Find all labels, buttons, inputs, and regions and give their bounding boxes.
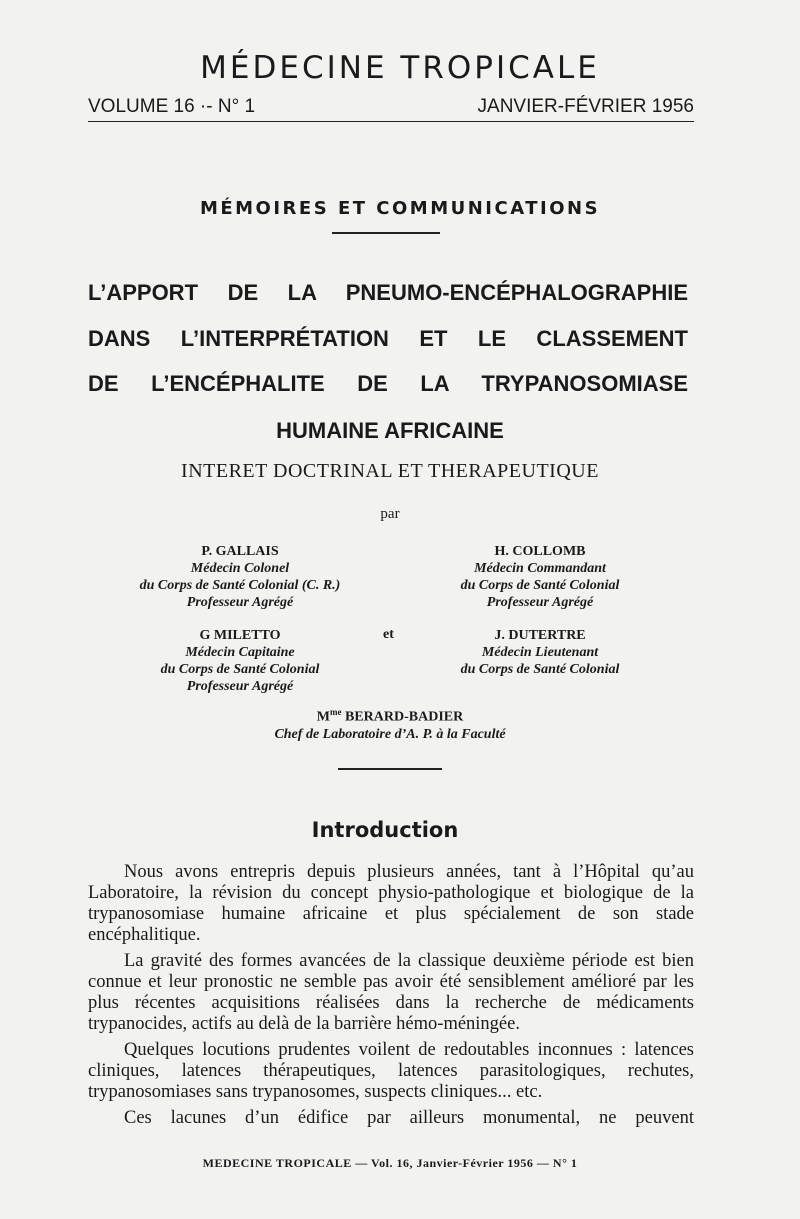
author-name: H. COLLOMB: [494, 544, 586, 559]
intro-heading: Introduction: [311, 818, 459, 842]
author-rank: Médecin Commandant: [474, 561, 606, 576]
author-name: J. DUTERTRE: [494, 628, 586, 643]
conjunction-et: et: [383, 627, 394, 642]
journal-title: MÉDECINE TROPICALE: [200, 50, 600, 86]
author-dutertre: [390, 627, 690, 678]
paragraph: Nous avons entrepris depuis plusieurs années, tant à l’Hôpital qu’au Laboratoire, la révision du concept physio-pathologique et biologique de la trypanosomiase humaine africaine et plus spécialement de son stade encéphalitique.: [88, 862, 694, 945]
article-title-line-1: L’APPORT DE LA PNEUMO-ENCÉPHALOGRAPHIE: [88, 280, 688, 305]
issue-date: JANVIER-FÉVRIER 1956: [477, 96, 694, 117]
article-title-line-4: HUMAINE AFRICAINE: [276, 418, 504, 443]
article-title-line-3: DE L’ENCÉPHALITE DE LA TRYPANOSOMIASE: [88, 371, 688, 396]
author-title: Professeur Agrégé: [186, 679, 294, 694]
author-name: G MILETTO: [199, 628, 281, 643]
divider: [332, 232, 440, 234]
author-corps: du Corps de Santé Colonial: [460, 662, 620, 677]
author-collomb: [390, 543, 690, 611]
page-footer: MEDECINE TROPICALE — Vol. 16, Janvier-Février 1956 — N° 1: [202, 1156, 578, 1170]
author-rank: Médecin Colonel: [190, 561, 290, 576]
article-subtitle: INTERET DOCTRINAL ET THERAPEUTIQUE: [181, 460, 599, 482]
author-title: Professeur Agrégé: [486, 595, 594, 610]
author-gallais: [90, 543, 390, 611]
body-text: [88, 862, 694, 1134]
author-name: $M^{me}$ BERARD-BADIER: [316, 707, 464, 725]
author-berard-badier: [190, 704, 590, 743]
divider: [338, 768, 442, 770]
author-corps: du Corps de Santé Colonial: [160, 662, 320, 677]
paragraph: Quelques locutions prudentes voilent de redoutables inconnues : latences cliniques, latences thérapeutiques, latences parasitologiques, rechutes, trypanosomiases sans trypanosomes, suspects cliniques... etc.: [88, 1040, 694, 1102]
author-corps: du Corps de Santé Colonial: [460, 578, 620, 593]
paragraph: La gravité des formes avancées de la classique deuxième période est bien connue et leur pronostic ne semble pas avoir été sensiblement amélioré par les plus récentes acquisitions réalisées dans la recherche de médicaments trypanocides, actifs au delà de la barrière hémo-méningée.: [88, 951, 694, 1034]
article-title-line-2: DANS L’INTERPRÉTATION ET LE CLASSEMENT: [88, 326, 688, 351]
section-heading: MÉMOIRES ET COMMUNICATIONS: [199, 198, 601, 219]
author-corps: du Corps de Santé Colonial (C. R.): [139, 578, 341, 593]
par-label: par: [380, 506, 400, 522]
volume-number: VOLUME 16 ·- N° 1: [88, 96, 256, 117]
author-miletto: [90, 627, 390, 695]
author-rank: Médecin Capitaine: [185, 645, 295, 660]
issue-line: [88, 96, 694, 122]
author-role: Chef de Laboratoire d’A. P. à la Faculté: [274, 726, 506, 742]
author-name: P. GALLAIS: [201, 544, 279, 559]
paragraph: Ces lacunes d’un édifice par ailleurs monumental, ne peuvent: [124, 1108, 694, 1128]
author-title: Professeur Agrégé: [186, 595, 294, 610]
author-rank: Médecin Lieutenant: [481, 645, 599, 660]
